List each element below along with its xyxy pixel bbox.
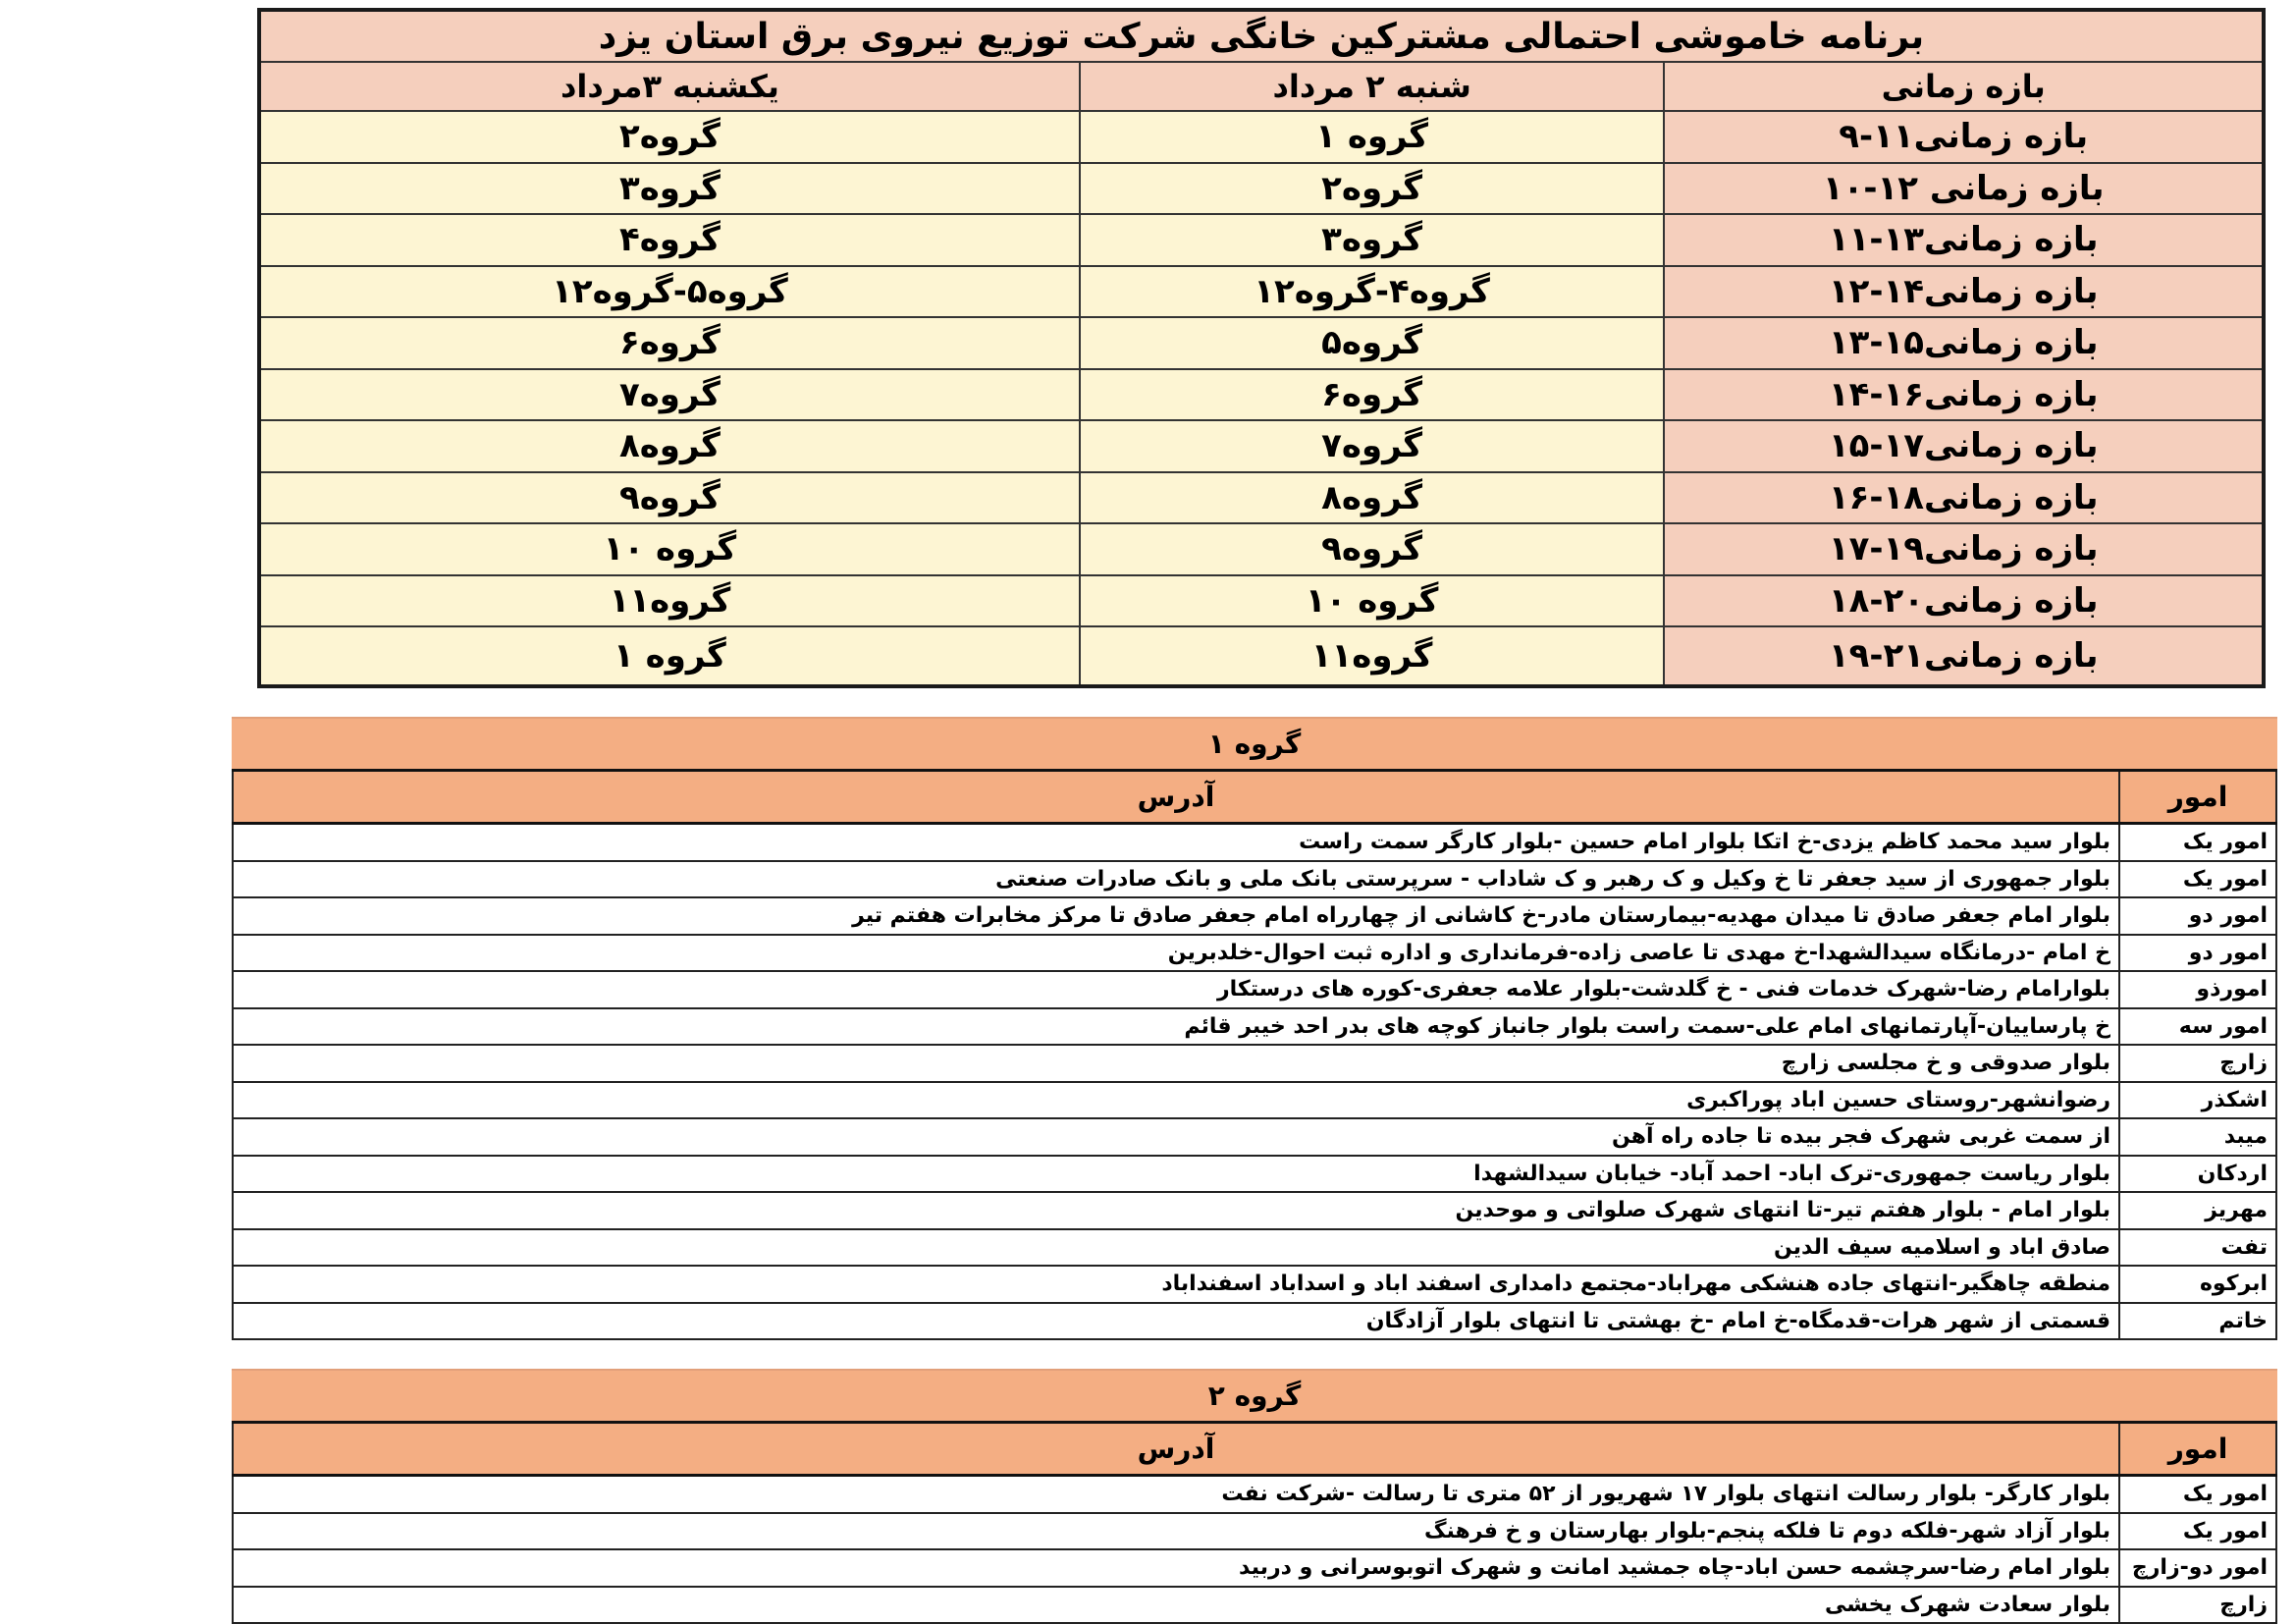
sunday-group-cell: گروه۵-گروه۱۲ bbox=[259, 266, 1080, 318]
amor-cell: ابرکوه bbox=[2119, 1266, 2276, 1303]
saturday-group-cell: گروه۷ bbox=[1080, 420, 1665, 472]
schedule-row bbox=[259, 523, 2264, 575]
address-row bbox=[233, 1082, 2276, 1119]
schedule-row bbox=[259, 626, 2264, 686]
column-header-sunday: یکشنبه ۳مرداد bbox=[259, 62, 1080, 111]
schedule-row bbox=[259, 111, 2264, 163]
address-row bbox=[233, 1118, 2276, 1156]
column-header-address: آدرس bbox=[233, 771, 2119, 824]
sunday-group-cell: گروه۳ bbox=[259, 163, 1080, 215]
sunday-group-cell: گروه۷ bbox=[259, 369, 1080, 421]
address-row bbox=[233, 935, 2276, 972]
address-cell: بلوار امام جعفر صادق تا میدان مهدیه-بیمارستان مادر-خ کاشانی از چهارراه امام جعفر صادق تا مرکز مخابرات هفتم تیر bbox=[233, 897, 2119, 935]
address-row bbox=[233, 1587, 2276, 1624]
amor-cell: امور یک bbox=[2119, 1476, 2276, 1513]
address-row bbox=[233, 1156, 2276, 1193]
address-row bbox=[233, 1008, 2276, 1046]
amor-cell: امور یک bbox=[2119, 824, 2276, 861]
group-2-address-table bbox=[232, 1421, 2277, 1624]
address-row bbox=[233, 1229, 2276, 1267]
address-cell: منطقه چاهگیر-انتهای جاده هنشکی مهراباد-مجتمع دامداری اسفند اباد و اسداباد اسفنداباد bbox=[233, 1266, 2119, 1303]
schedule-row bbox=[259, 575, 2264, 627]
address-row bbox=[233, 1303, 2276, 1340]
amor-cell: میبد bbox=[2119, 1118, 2276, 1156]
column-header-address: آدرس bbox=[233, 1423, 2119, 1476]
sunday-group-cell: گروه۲ bbox=[259, 111, 1080, 163]
time-slot-cell: بازه زمانی۱۶-۱۴ bbox=[1664, 369, 2264, 421]
schedule-row bbox=[259, 163, 2264, 215]
saturday-group-cell: گروه ۱ bbox=[1080, 111, 1665, 163]
saturday-group-cell: گروه۲ bbox=[1080, 163, 1665, 215]
amor-cell: زارچ bbox=[2119, 1045, 2276, 1082]
address-cell: بلوار کارگر- بلوار رسالت انتهای بلوار ۱۷ شهریور از ۵۲ متری تا رسالت -شرکت نفت bbox=[233, 1476, 2119, 1513]
schedule-row bbox=[259, 317, 2264, 369]
address-row bbox=[233, 1513, 2276, 1550]
address-cell: بلوار امام رضا-سرچشمه حسن اباد-چاه جمشید امانت و شهرک اتوبوسرانی و دربید bbox=[233, 1549, 2119, 1587]
address-cell: صادق اباد و اسلامیه سیف الدین bbox=[233, 1229, 2119, 1267]
amor-cell: امور یک bbox=[2119, 1513, 2276, 1550]
sunday-group-cell: گروه۱۱ bbox=[259, 575, 1080, 627]
address-row bbox=[233, 1266, 2276, 1303]
group-2-section bbox=[232, 1369, 2277, 1624]
time-slot-cell: بازه زمانی۱۵-۱۳ bbox=[1664, 317, 2264, 369]
address-cell: بلوار آزاد شهر-فلکه دوم تا فلکه پنجم-بلوار بهارستان و خ فرهنگ bbox=[233, 1513, 2119, 1550]
outage-schedule-table bbox=[257, 8, 2266, 688]
schedule-row bbox=[259, 266, 2264, 318]
time-slot-cell: بازه زمانی۱۳-۱۱ bbox=[1664, 214, 2264, 266]
saturday-group-cell: گروه۱۱ bbox=[1080, 626, 1665, 686]
amor-cell: تفت bbox=[2119, 1229, 2276, 1267]
address-cell: رضوانشهر-روستای حسین اباد پوراکبری bbox=[233, 1082, 2119, 1119]
address-cell: بلوار امام - بلوار هفتم تیر-تا انتهای شهرک صلواتی و موحدین bbox=[233, 1192, 2119, 1229]
amor-cell: امور سه bbox=[2119, 1008, 2276, 1046]
saturday-group-cell: گروه۹ bbox=[1080, 523, 1665, 575]
address-cell: خ پارساییان-آپارتمانهای امام علی-سمت راست بلوار جانباز کوچه های بدر احد خیبر قائم bbox=[233, 1008, 2119, 1046]
address-row bbox=[233, 897, 2276, 935]
sunday-group-cell: گروه۶ bbox=[259, 317, 1080, 369]
group-title: گروه ۱ bbox=[232, 717, 2277, 769]
address-cell: قسمتی از شهر هرات-قدمگاه-خ امام -خ بهشتی تا انتهای بلوار آزادگان bbox=[233, 1303, 2119, 1340]
amor-cell: مهریز bbox=[2119, 1192, 2276, 1229]
address-cell: بلوار جمهوری از سید جعفر تا خ وکیل و ک رهبر و ک شاداب - سرپرستی بانک ملی و بانک صادرات صنعتی bbox=[233, 861, 2119, 898]
address-row bbox=[233, 971, 2276, 1008]
sunday-group-cell: گروه۹ bbox=[259, 472, 1080, 524]
address-cell: بلوار سید محمد کاظم یزدی-خ اتکا بلوار امام حسین -بلوار کارگر سمت راست bbox=[233, 824, 2119, 861]
time-slot-cell: بازه زمانی۱۱-۹ bbox=[1664, 111, 2264, 163]
saturday-group-cell: گروه۴-گروه۱۲ bbox=[1080, 266, 1665, 318]
address-row bbox=[233, 824, 2276, 861]
time-slot-cell: بازه زمانی۱۷-۱۵ bbox=[1664, 420, 2264, 472]
saturday-group-cell: گروه۵ bbox=[1080, 317, 1665, 369]
schedule-row bbox=[259, 420, 2264, 472]
amor-cell: زارچ bbox=[2119, 1587, 2276, 1624]
saturday-group-cell: گروه۳ bbox=[1080, 214, 1665, 266]
sunday-group-cell: گروه ۱۰ bbox=[259, 523, 1080, 575]
saturday-group-cell: گروه۶ bbox=[1080, 369, 1665, 421]
group-1-address-table bbox=[232, 769, 2277, 1340]
saturday-group-cell: گروه ۱۰ bbox=[1080, 575, 1665, 627]
address-cell: بلوارامام رضا-شهرک خدمات فنی - خ گلدشت-بلوار علامه جعفری-کوره های درستکار bbox=[233, 971, 2119, 1008]
sunday-group-cell: گروه ۱ bbox=[259, 626, 1080, 686]
address-row bbox=[233, 1192, 2276, 1229]
address-cell: بلوار سعادت شهرک یخشی bbox=[233, 1587, 2119, 1624]
group-title: گروه ۲ bbox=[232, 1369, 2277, 1421]
address-row bbox=[233, 1045, 2276, 1082]
column-header-amor: امور bbox=[2119, 1423, 2276, 1476]
sunday-group-cell: گروه۴ bbox=[259, 214, 1080, 266]
schedule-row bbox=[259, 214, 2264, 266]
amor-cell: امور دو bbox=[2119, 935, 2276, 972]
address-row bbox=[233, 1549, 2276, 1587]
group-1-section bbox=[232, 717, 2277, 1340]
amor-cell: امور دو-زارچ bbox=[2119, 1549, 2276, 1587]
address-row bbox=[233, 861, 2276, 898]
address-cell: از سمت غربی شهرک فجر بیده تا جاده راه آهن bbox=[233, 1118, 2119, 1156]
address-cell: بلوار ریاست جمهوری-ترک اباد- احمد آباد- خیابان سیدالشهدا bbox=[233, 1156, 2119, 1193]
time-slot-cell: بازه زمانی۱۸-۱۶ bbox=[1664, 472, 2264, 524]
time-slot-cell: بازه زمانی۱۹-۱۷ bbox=[1664, 523, 2264, 575]
schedule-row bbox=[259, 369, 2264, 421]
time-slot-cell: بازه زمانی ۱۲-۱۰ bbox=[1664, 163, 2264, 215]
schedule-title: برنامه خاموشی احتمالی مشترکین خانگی شرکت توزیع نیروی برق استان یزد bbox=[259, 10, 2264, 62]
amor-cell: خاتم bbox=[2119, 1303, 2276, 1340]
amor-cell: امورذو bbox=[2119, 971, 2276, 1008]
address-cell: خ امام -درمانگاه سیدالشهدا-خ مهدی تا عاصی زاده-فرمانداری و اداره ثبت احوال-خلدبرین bbox=[233, 935, 2119, 972]
time-slot-cell: بازه زمانی۲۱-۱۹ bbox=[1664, 626, 2264, 686]
schedule-row bbox=[259, 472, 2264, 524]
column-header-time-slot: بازه زمانی bbox=[1664, 62, 2264, 111]
sunday-group-cell: گروه۸ bbox=[259, 420, 1080, 472]
time-slot-cell: بازه زمانی۱۴-۱۲ bbox=[1664, 266, 2264, 318]
address-cell: بلوار صدوقی و خ مجلسی زارچ bbox=[233, 1045, 2119, 1082]
amor-cell: امور دو bbox=[2119, 897, 2276, 935]
address-row bbox=[233, 1476, 2276, 1513]
amor-cell: اردکان bbox=[2119, 1156, 2276, 1193]
column-header-saturday: شنبه ۲ مرداد bbox=[1080, 62, 1665, 111]
saturday-group-cell: گروه۸ bbox=[1080, 472, 1665, 524]
amor-cell: اشکذر bbox=[2119, 1082, 2276, 1119]
time-slot-cell: بازه زمانی۲۰-۱۸ bbox=[1664, 575, 2264, 627]
column-header-amor: امور bbox=[2119, 771, 2276, 824]
amor-cell: امور یک bbox=[2119, 861, 2276, 898]
